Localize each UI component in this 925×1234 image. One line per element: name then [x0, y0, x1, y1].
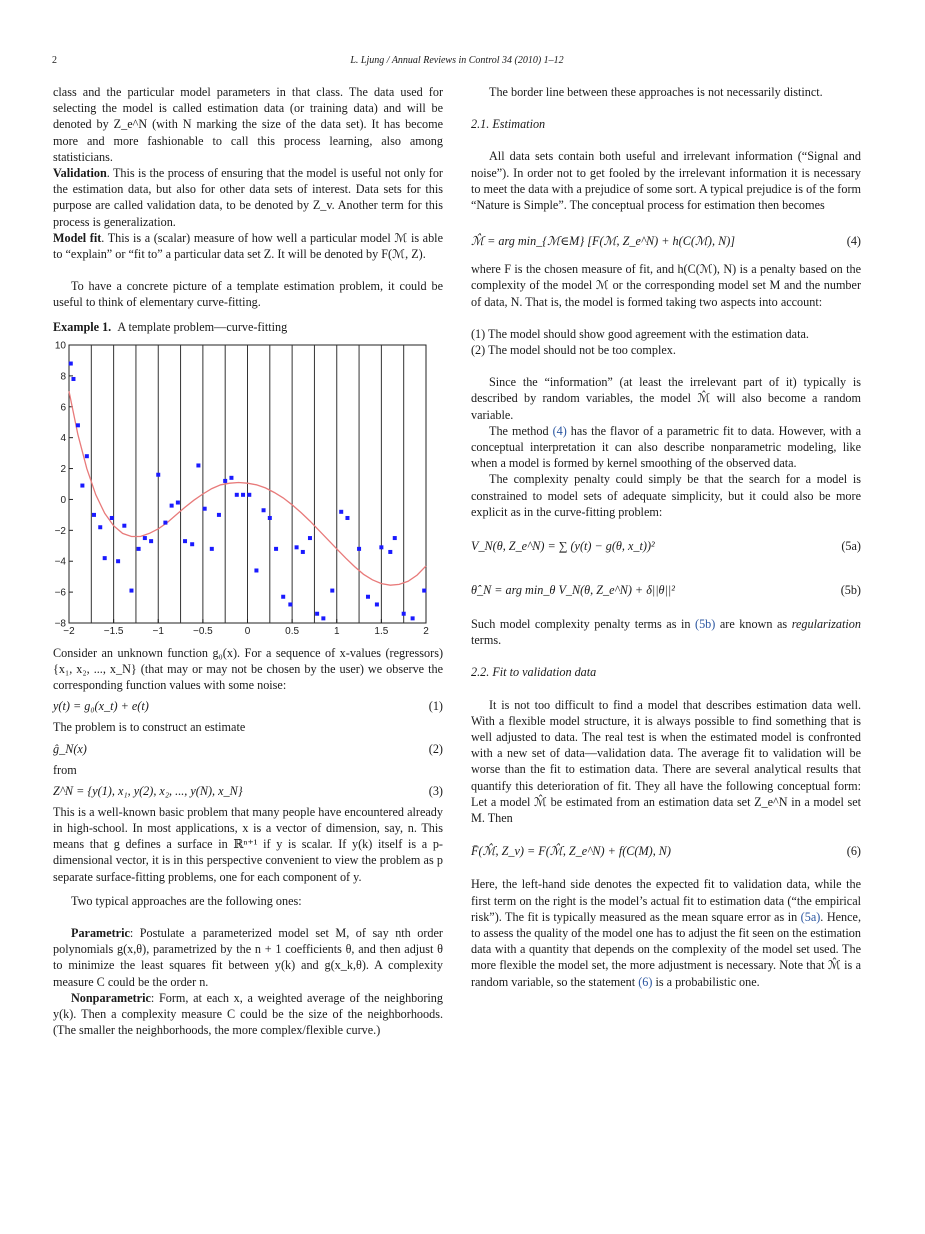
equation-1	[53, 693, 443, 719]
running-title: L. Ljung / Annual Reviews in Control 34 (2010) 1–12	[350, 55, 564, 66]
paragraph: The complexity penalty could simply be that the search for a model is constrained to model sets of adequate simplicity, but it could also be more explicit as in the curve-fitting problem:	[471, 472, 861, 519]
term-model-fit: Model fit	[53, 230, 102, 245]
data-point	[281, 595, 285, 599]
data-point	[411, 616, 415, 620]
data-point	[190, 542, 194, 546]
paragraph: This is a well-known basic problem that many people have encountered already in high-school. In most applications, x is a vector of dimension, say, n. This means that g defines a surface in ℝⁿ⁺¹ if y is scalar. If y(k) itself is a p-dimensional vector, it is in this perspective convenient to view the problem as p separate surface-fitting problems, one for each component of y.	[53, 804, 443, 884]
data-point	[85, 454, 89, 458]
equation-6	[471, 834, 861, 868]
section-heading-2-1: 2.1. Estimation	[471, 117, 546, 132]
equation-text: ĝ_N(x)	[53, 741, 87, 756]
data-point	[295, 545, 299, 549]
equation-number: (2)	[428, 741, 443, 756]
text-run: has the flavor of a parametric fit to data. However, with a conceptual interpretation it can also describe nonparametric modeling, like when a model is formed by kernel smoothing of the observed data.	[471, 423, 861, 471]
data-point	[366, 595, 370, 599]
data-point	[170, 503, 174, 507]
data-point	[388, 550, 392, 554]
y-tick-label: 8	[60, 371, 66, 383]
text-run: are known as	[715, 617, 792, 632]
definition-text: . This is the process of ensuring that the model is useful not only for the estimation data, but also for other data sets of interest. Data sets for this purpose are called validation data, to be denoted by Z_v. Another term for this process is generalization.	[53, 166, 443, 229]
paragraph	[471, 616, 861, 648]
definition-text: : Form, at each x, a weighted average of the neighboring y(k). Then a complexity measure C could be the size of the neighborhoods. (The smaller the neighborhoods, the more complex/flexible curve.)	[53, 990, 443, 1038]
paragraph: class and the particular model parameters in that class. The data used for selecting the model is called estimation data (or training data) and will be denoted by Z_e^N (with N marking the size of the data set). It has become more and more fashionable to call this process learning, also among statisticians.	[53, 85, 443, 164]
equation-5b	[471, 572, 861, 608]
example-label: Example 1.	[53, 319, 112, 334]
equation-reference-link[interactable]: (6)	[638, 974, 653, 989]
paragraph: from	[53, 762, 77, 777]
emphasis-text: regularization	[791, 617, 861, 632]
y-tick-label: 10	[54, 340, 66, 352]
data-point	[235, 493, 239, 497]
equation-3	[53, 778, 443, 804]
data-point	[156, 473, 160, 477]
x-tick-label: 0.5	[285, 625, 300, 637]
data-point	[375, 602, 379, 606]
equation-text: y(t) = g₀(x_t) + e(t)	[53, 699, 149, 714]
equation-5a	[471, 528, 861, 564]
list-item: (2) The model should not be too complex.	[471, 343, 676, 358]
text-run: terms.	[471, 633, 502, 648]
term-validation: Validation	[53, 166, 107, 181]
y-tick-label: 0	[60, 494, 66, 506]
data-point	[268, 516, 272, 520]
example-heading	[53, 319, 443, 335]
nonparametric-paragraph	[53, 990, 443, 1039]
equation-text: ℳ̂ = arg min_{ℳ∈M} [F(ℳ, Z_e^N) + h(C(ℳ), N)]	[471, 234, 736, 249]
paragraph: All data sets contain both useful and irrelevant information (“Signal and noise”). In order not to get fooled by the irrelevant information it is necessary to meet the data with a prejudice of some sort. A typical prejudice is of the form “Nature is Simple”. The conceptual process for estimation then becomes	[471, 149, 861, 213]
x-tick-label: 2	[423, 625, 429, 637]
data-point	[143, 536, 147, 540]
data-point	[122, 524, 126, 528]
data-point	[98, 525, 102, 529]
data-point	[76, 423, 80, 427]
text-run: The method	[489, 423, 553, 438]
x-tick-label: −1	[152, 625, 164, 637]
validation-paragraph	[53, 165, 443, 230]
data-point	[247, 493, 251, 497]
data-point	[110, 516, 114, 520]
data-point	[176, 500, 180, 504]
paragraph: Since the “information” (at least the irrelevant part of it) typically is described by random variables, the model ℳ̂ will also become a random variable.	[471, 375, 861, 422]
data-point	[80, 483, 84, 487]
data-point	[357, 547, 361, 551]
paragraph: The border line between these approaches is not necessarily distinct.	[489, 85, 823, 99]
data-point	[254, 568, 258, 572]
data-point	[402, 612, 406, 616]
data-point	[92, 513, 96, 517]
paragraph: To have a concrete picture of a template estimation problem, it could be useful to think of elementary curve-fitting.	[53, 279, 443, 310]
x-tick-label: 1	[333, 625, 340, 637]
equation-text: θ̂_N = arg min_θ V_N(θ, Z_e^N) + δ||θ||²	[471, 583, 675, 598]
data-point	[301, 550, 305, 554]
y-tick-label: 2	[60, 463, 66, 475]
y-tick-label: 4	[60, 433, 66, 445]
parametric-paragraph	[53, 925, 443, 990]
running-header	[52, 55, 862, 71]
y-tick-label: 6	[60, 402, 66, 414]
paragraph: where F is the chosen measure of fit, and h(C(ℳ), N) is a penalty based on the complexity of the model ℳ or the corresponding model set M and the number of data, N. That is, the model is formed taking two aspects into account:	[471, 262, 861, 309]
data-point	[149, 539, 153, 543]
example-title: A template problem—curve-fitting	[117, 319, 288, 334]
data-point	[262, 508, 266, 512]
data-point	[217, 513, 221, 517]
x-tick-label: 0	[244, 625, 251, 637]
text-run: is a probabilistic one.	[652, 974, 760, 989]
data-point	[345, 516, 349, 520]
data-point	[241, 493, 245, 497]
equation-text: Z^N = {y(1), x₁, y(2), x₂, ..., y(N), x_N}	[53, 783, 243, 798]
data-point	[196, 463, 200, 467]
data-point	[288, 602, 292, 606]
data-point	[137, 547, 141, 551]
x-tick-label: −0.5	[193, 625, 213, 637]
equation-number: (5b)	[840, 583, 861, 598]
equation-text: V_N(θ, Z_e^N) = ∑ (y(t) − g(θ, x_t))²	[471, 539, 655, 554]
list-item: (1) The model should show good agreement with the estimation data.	[471, 326, 809, 341]
equation-number: (1)	[428, 699, 443, 714]
equation-2	[53, 736, 443, 762]
equation-number: (5a)	[841, 539, 861, 554]
paragraph	[471, 876, 861, 989]
definition-text: . This is a (scalar) measure of how well a particular model ℳ is able to “explain” or “fit to” a particular data set Z. It will be denoted by F(ℳ, Z).	[53, 230, 443, 262]
paragraph	[471, 423, 861, 472]
paragraph: Consider an unknown function g₀(x). For a sequence of x-values (regressors) {x₁, x₂, ..., x_N} (that may or may not be chosen by the user) we observe the corresponding function values with some noise:	[53, 645, 443, 693]
data-point	[129, 588, 133, 592]
term-parametric: Parametric	[71, 926, 130, 941]
text-run: . Hence, to assess the quality of the model one has to adjust the fit seen on the estimation data with a quantity that depends on the complexity of the model set used. The more flexible the model set, the more adjustment is necessary. Note that ℳ̂ is a random variable, so the statement	[471, 909, 861, 989]
data-point	[203, 507, 207, 511]
data-point	[422, 588, 426, 592]
paragraph: It is not too difficult to find a model that describes estimation data well. With a flexible model structure, it is always possible to find something that is well adjusted to data. The real test is when the estimated model is confronted with a new set of data—validation data. The average fit to validation will be worse than the fit to estimation data. There are several analytical results that quantify this deterioration of fit. They all have the following conceptual form: Let a model ℳ̂ be estimated from an estimation data set Z_e^N in a model set M. Then	[471, 697, 861, 826]
equation-number: (3)	[428, 783, 443, 798]
data-point	[183, 539, 187, 543]
paragraph: Two typical approaches are the following ones:	[71, 893, 302, 908]
text-run: Here, the left-hand side denotes the expected fit to validation data, while the first term on the right is the model’s actual fit to estimation data (“the empirical risk”). The fit is typically measured as the mean square error as in	[471, 877, 861, 924]
model-fit-paragraph	[53, 230, 443, 262]
y-tick-label: −2	[54, 525, 66, 537]
data-point	[210, 547, 214, 551]
page-number: 2	[52, 55, 57, 66]
paragraph: The problem is to construct an estimate	[53, 720, 246, 735]
data-point	[163, 520, 167, 524]
term-nonparametric: Nonparametric	[71, 990, 151, 1005]
data-point	[274, 547, 278, 551]
equation-reference-link[interactable]: (4)	[552, 423, 567, 438]
y-tick-label: −8	[54, 618, 66, 630]
data-point	[339, 510, 343, 514]
data-point	[393, 536, 397, 540]
equation-text: F̄(ℳ̂, Z_v) = F(ℳ̂, Z_e^N) + f(C(M), N)	[471, 844, 671, 859]
data-point	[315, 612, 319, 616]
y-tick-label: −6	[54, 587, 66, 599]
x-tick-label: 1.5	[374, 625, 389, 637]
data-point	[103, 556, 107, 560]
definition-text: : Postulate a parameterized model set M, of say nth order polynomials g(x,θ), parametrized by the n + 1 coefficients θ, and then adjust θ to minimize the least squares fit between y(k) and g(x_k,θ). A complexity measure C could be the order n.	[53, 926, 443, 989]
text-run: Such model complexity penalty terms as in	[471, 617, 696, 632]
data-point	[229, 476, 233, 480]
data-point	[69, 361, 73, 365]
equation-number: (4)	[846, 234, 861, 249]
section-heading-2-2: 2.2. Fit to validation data	[471, 665, 597, 680]
data-point	[379, 545, 383, 549]
equation-number: (6)	[846, 844, 861, 859]
right-column	[471, 84, 861, 990]
data-point	[330, 588, 334, 592]
x-tick-label: −2	[63, 625, 75, 637]
data-point	[321, 616, 325, 620]
data-point	[116, 559, 120, 563]
equation-4	[471, 221, 861, 261]
curve-fit-chart	[53, 341, 443, 641]
data-point	[223, 479, 227, 483]
equation-reference-link[interactable]: (5a)	[800, 909, 821, 924]
left-column	[53, 84, 443, 1039]
y-tick-label: −4	[54, 556, 66, 568]
data-point	[71, 377, 75, 381]
x-tick-label: −1.5	[103, 625, 124, 637]
equation-reference-link[interactable]: (5b)	[695, 617, 716, 632]
data-point	[308, 536, 312, 540]
